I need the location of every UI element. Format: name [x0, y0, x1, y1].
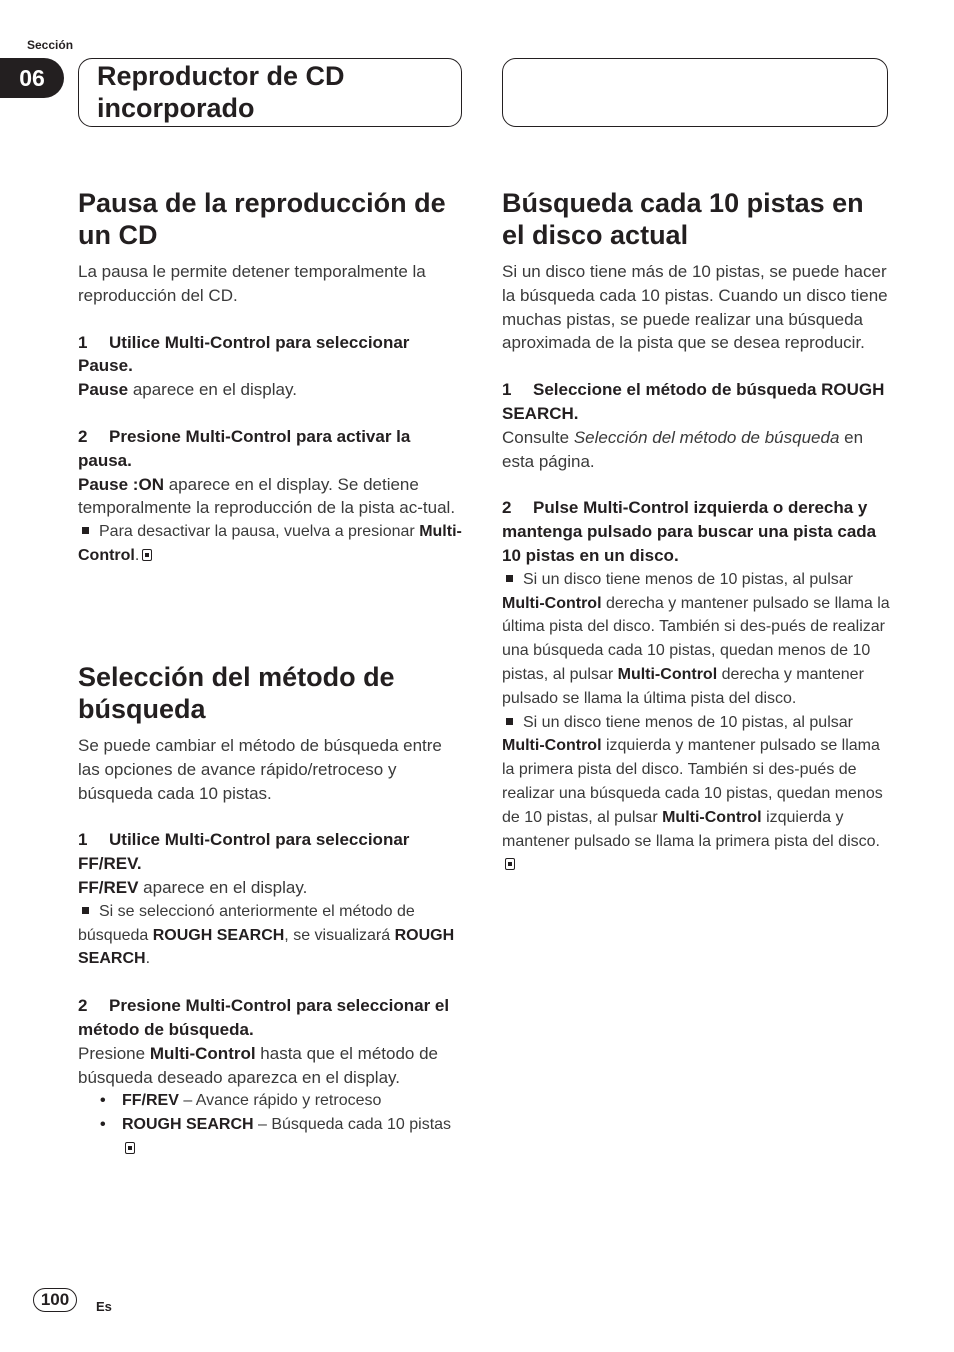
- option-desc: – Búsqueda cada 10 pistas: [253, 1116, 452, 1134]
- section-search-method: [78, 661, 464, 1161]
- note: [502, 568, 892, 711]
- step-number: 2: [78, 996, 88, 1016]
- page-title: Reproductor de CD incorporado: [97, 61, 345, 123]
- display-term: Pause :ON: [78, 474, 164, 494]
- step-text-rest: en esta página.: [502, 427, 864, 471]
- section-pause: [78, 187, 464, 568]
- step-heading: [78, 828, 464, 876]
- step-heading: [502, 496, 892, 567]
- step-heading: [78, 994, 464, 1042]
- step-text-rest: aparece en el display.: [128, 380, 297, 400]
- section-rough-search: [502, 187, 892, 877]
- display-term: Multi-Control: [149, 1043, 256, 1063]
- note-text: , se visualizará: [284, 926, 395, 944]
- note-text: Si un disco tiene menos de 10 pistas, al pulsar: [523, 713, 853, 731]
- intro-text: La pausa le permite detener temporalmente la reproducción del CD.: [78, 262, 426, 305]
- note-bullet-icon: [82, 527, 89, 534]
- step-text-rest: aparece en el display.: [138, 877, 308, 897]
- step-heading-text: Pulse Multi-Control izquierda o derecha y mantenga pulsado para buscar una pista cada 10 pistas en un disco.: [502, 498, 877, 565]
- note-bold: ROUGH SEARCH: [152, 926, 285, 944]
- note-bold: Multi-Control: [662, 808, 762, 826]
- step-heading-text: Utilice Multi-Control para seleccionar Pause.: [78, 332, 410, 376]
- note-bold: ROUGH SEARCH: [78, 926, 455, 968]
- end-of-section-icon: [505, 858, 515, 870]
- note-text: derecha y mantener pulsado se llama la última pista del disco.: [502, 665, 864, 707]
- intro-text: Se puede cambiar el método de búsqueda entre las opciones de avance rápido/retroceso y búsqueda cada 10 pistas.: [78, 736, 442, 803]
- list-item: [100, 1113, 464, 1161]
- intro-text: Si un disco tiene más de 10 pistas, se puede hacer la búsqueda cada 10 pistas. Cuando un disco tiene muchas pistas, se puede realizar una búsqueda aproximada de la pista que se desea reproducir.: [502, 262, 888, 353]
- option-term: ROUGH SEARCH: [122, 1116, 254, 1134]
- step-heading: [78, 331, 464, 379]
- option-desc: – Avance rápido y retroceso: [178, 1092, 382, 1110]
- step-heading-text: Utilice Multi-Control para seleccionar FF/REV.: [78, 830, 410, 874]
- note: [78, 900, 464, 971]
- note: [78, 520, 464, 568]
- section-title: Búsqueda cada 10 pistas en el disco actual: [502, 188, 864, 250]
- step-heading-text: Seleccione el método de búsqueda ROUGH SEARCH.: [502, 380, 885, 423]
- note-bold: Multi-Control: [617, 665, 718, 683]
- step-heading-text: Presione Multi-Control para seleccionar el método de búsqueda.: [78, 996, 450, 1039]
- note-bullet-icon: [506, 718, 513, 725]
- step-text: [502, 426, 892, 474]
- note-text: Para desactivar la pausa, vuelva a presionar: [99, 523, 420, 541]
- note-text: izquierda y mantener pulsado se llama la primera pista del disco. También si des-pués de realizar una búsqueda cada 10 pistas, quedan menos de 10 pistas, al pulsar: [502, 737, 883, 826]
- note-end: .: [134, 546, 140, 564]
- display-term: FF/REV: [78, 877, 139, 897]
- step-text: [78, 378, 464, 402]
- section-title: Pausa de la reproducción de un CD: [78, 188, 446, 250]
- header-empty-box: [502, 58, 888, 127]
- step-number: 2: [502, 498, 512, 518]
- step-heading: [502, 378, 892, 426]
- step-text-rest: hasta que el método de búsqueda deseado aparezca en el display.: [78, 1043, 438, 1087]
- note-end: .: [145, 950, 151, 968]
- note-text: Si se seleccionó anteriormente el método de búsqueda: [78, 902, 415, 944]
- section-title: Selección del método de búsqueda: [78, 662, 395, 724]
- section-number-badge: 06: [0, 58, 64, 98]
- note: [502, 711, 892, 878]
- note-bold: Multi-Control: [502, 737, 602, 755]
- step-number: 1: [502, 380, 512, 400]
- note-bullet-icon: [506, 575, 513, 582]
- end-of-section-icon: [125, 1142, 135, 1154]
- section-label: Sección: [27, 38, 74, 52]
- option-term: FF/REV: [122, 1092, 179, 1110]
- step-heading-text: Presione Multi-Control para activar la pausa.: [78, 426, 411, 470]
- options-list: [78, 1089, 464, 1160]
- note-bold: Multi-Control: [502, 594, 602, 612]
- note-text: derecha y mantener pulsado se llama la última pista del disco. También si des-pués de realizar una búsqueda cada 10 pistas, quedan menos de 10 pistas, al pulsar: [502, 594, 890, 683]
- page-number: 100: [33, 1288, 77, 1312]
- note-bold: Multi-Control: [78, 523, 462, 564]
- display-term: Pause: [78, 380, 129, 400]
- step-number: 1: [78, 332, 88, 352]
- note-text: Si un disco tiene menos de 10 pistas, al pulsar: [523, 570, 853, 588]
- note-text: izquierda y mantener pulsado se llama la primera pista del disco.: [502, 808, 880, 850]
- cross-reference: Selección del método de búsqueda: [573, 427, 840, 447]
- step-number: 2: [78, 426, 88, 446]
- note-bullet-icon: [82, 907, 89, 914]
- list-item: [100, 1089, 464, 1113]
- step-text-rest: Presione: [78, 1043, 150, 1063]
- step-number: 1: [78, 830, 88, 850]
- step-text-rest: Consulte: [502, 427, 574, 447]
- step-text: [78, 473, 464, 521]
- step-heading: [78, 425, 464, 473]
- step-text: [78, 876, 464, 900]
- language-code: Es: [96, 1299, 112, 1314]
- step-text-rest: aparece en el display. Se detiene temporalmente la reproducción de la pista ac-tual.: [78, 474, 456, 518]
- end-of-section-icon: [142, 549, 152, 561]
- step-text: [78, 1042, 464, 1090]
